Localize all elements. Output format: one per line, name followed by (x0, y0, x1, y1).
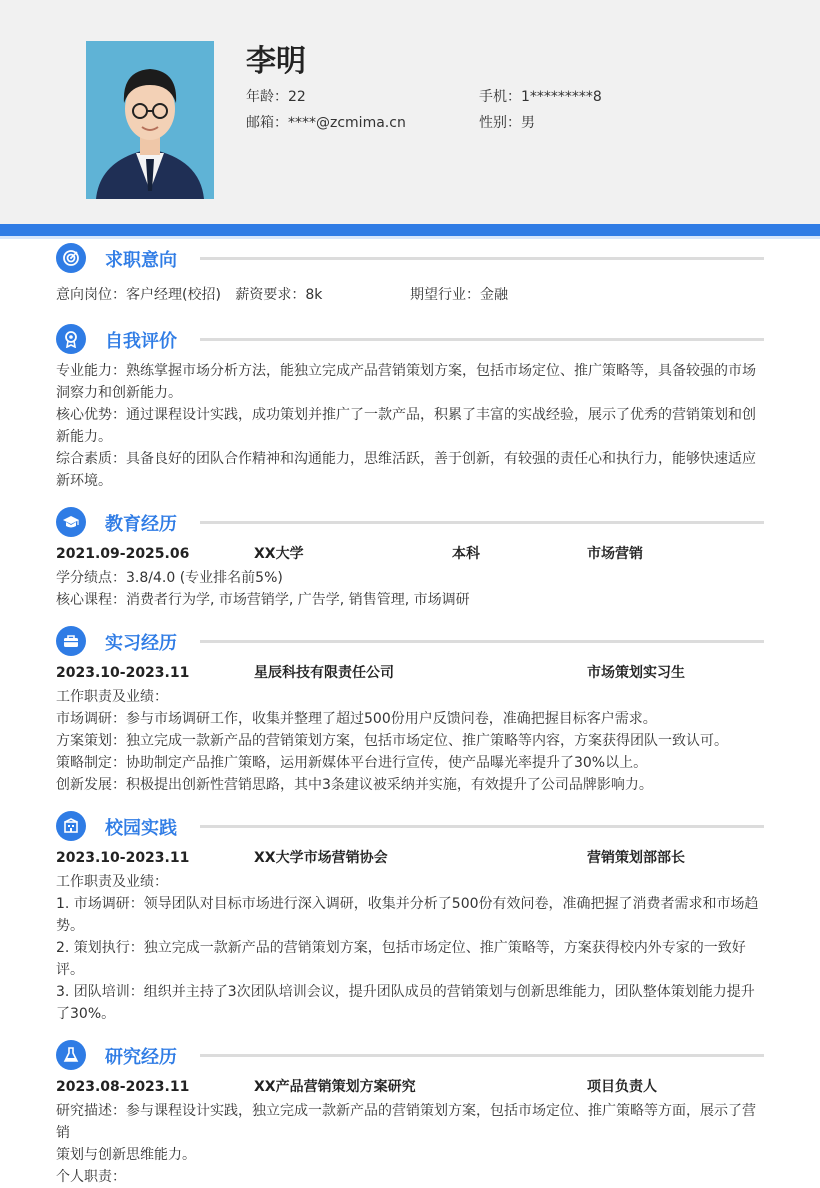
email-field (246, 112, 406, 132)
text-line: 策划与创新思维能力。 (56, 1147, 196, 1163)
campus-details (56, 871, 766, 1025)
text-line: 综合素质：具备良好的团队合作精神和沟通能力，思维活跃，善于创新，有较强的责任心和执行力，能够快速适应 (56, 451, 756, 467)
research-date: 2023.08-2023.11 (56, 1079, 190, 1095)
text-line: 2. 策划执行：独立完成一款新产品的营销策划方案，包括市场定位、推广策略等，方案获得校内外专家的一致好 (56, 940, 746, 956)
section-campus-header (56, 811, 764, 841)
briefcase-icon (56, 626, 86, 656)
research-role: 项目负责人 (587, 1079, 657, 1095)
phone-label: 手机： (479, 89, 521, 105)
section-research-header (56, 1040, 764, 1070)
education-date: 2021.09-2025.06 (56, 546, 190, 562)
text-line: 策略制定：协助制定产品推广策略，运用新媒体平台进行宣传，使产品曝光率提升了30%以上。 (56, 755, 648, 771)
resume-header (0, 0, 820, 224)
research-project: XX产品营销策划方案研究 (254, 1079, 416, 1095)
internship-entry-header (56, 662, 766, 684)
phone-value: 1*********8 (521, 89, 602, 105)
target-icon (56, 243, 86, 273)
section-title: 研究经历 (105, 1047, 177, 1068)
text-line: 市场调研：参与市场调研工作，收集并整理了超过500份用户反馈问卷，准确把握目标客户需求。 (56, 711, 657, 727)
self-eval-text (56, 360, 766, 492)
text-line: 势。 (56, 918, 84, 934)
text-line: 工作职责及业绩： (56, 874, 168, 890)
text-line: 学分绩点：3.8/4.0 (专业排名前5%) (56, 570, 283, 586)
gender-field (479, 112, 535, 132)
section-divider (200, 1054, 764, 1057)
section-title: 自我评价 (105, 331, 177, 352)
section-divider (200, 338, 764, 341)
candidate-name: 李明 (246, 44, 306, 79)
graduation-cap-icon (56, 507, 86, 537)
campus-org: XX大学市场营销协会 (254, 850, 388, 866)
section-title: 教育经历 (105, 514, 177, 535)
internship-company: 星辰科技有限责任公司 (254, 665, 394, 681)
education-school: XX大学 (254, 546, 304, 562)
medal-icon (56, 324, 86, 354)
intent-position: 意向岗位：客户经理(校招) (56, 287, 221, 303)
age-value: 22 (288, 89, 306, 105)
research-entry-header (56, 1076, 766, 1098)
section-divider (200, 257, 764, 260)
section-title: 校园实践 (105, 818, 177, 839)
section-divider (200, 825, 764, 828)
profile-photo (86, 41, 214, 199)
education-degree: 本科 (452, 546, 480, 562)
building-icon (56, 811, 86, 841)
education-entry-header (56, 543, 766, 565)
header-accent-underline (0, 236, 820, 239)
section-divider (200, 640, 764, 643)
campus-date: 2023.10-2023.11 (56, 850, 190, 866)
section-intent-header (56, 243, 764, 273)
text-line: 创新发展：积极提出创新性营销思路，其中3条建议被采纳并实施，有效提升了公司品牌影响力。 (56, 777, 653, 793)
flask-icon (56, 1040, 86, 1070)
gender-label: 性别： (479, 115, 521, 131)
gender-value: 男 (521, 115, 535, 131)
internship-role: 市场策划实习生 (587, 665, 685, 681)
text-line: 新能力。 (56, 429, 112, 445)
phone-field (479, 86, 602, 106)
text-line: 核心课程：消费者行为学, 市场营销学, 广告学, 销售管理, 市场调研 (56, 592, 470, 608)
text-line: 了30%。 (56, 1006, 116, 1022)
internship-details (56, 686, 766, 796)
section-self-eval-header (56, 324, 764, 354)
education-major: 市场营销 (587, 546, 643, 562)
header-accent-bar (0, 224, 820, 236)
text-line: 1. 市场调研：领导团队对目标市场进行深入调研，收集并分析了500份有效问卷，准确把握了消费者需求和市场趋 (56, 896, 759, 912)
age-label: 年龄： (246, 89, 288, 105)
intent-salary: 薪资要求：8k (235, 287, 323, 303)
text-line: 核心优势：通过课程设计实践，成功策划并推广了一款产品，积累了丰富的实战经验，展示了优秀的营销策划和创 (56, 407, 756, 423)
text-line: 洞察力和创新能力。 (56, 385, 182, 401)
campus-role: 营销策划部部长 (587, 850, 685, 866)
section-divider (200, 521, 764, 524)
research-details (56, 1100, 766, 1188)
text-line: 专业能力：熟练掌握市场分析方法，能独立完成产品营销策划方案，包括市场定位、推广策略等，具备较强的市场 (56, 363, 756, 379)
email-label: 邮箱： (246, 115, 288, 131)
section-title: 实习经历 (105, 633, 177, 654)
text-line: 研究描述：参与课程设计实践，独立完成一款新产品的营销策划方案，包括市场定位、推广策略等方面，展示了营销 (56, 1103, 756, 1141)
internship-date: 2023.10-2023.11 (56, 665, 190, 681)
education-details (56, 567, 766, 611)
text-line: 3. 团队培训：组织并主持了3次团队培训会议，提升团队成员的营销策划与创新思维能力，团队整体策划能力提升 (56, 984, 755, 1000)
campus-entry-header (56, 847, 766, 869)
age-field (246, 86, 306, 106)
text-line: 个人职责： (56, 1169, 126, 1185)
text-line: 新环境。 (56, 473, 112, 489)
text-line: 工作职责及业绩： (56, 689, 168, 705)
email-value: ****@zcmima.cn (288, 115, 406, 131)
section-internship-header (56, 626, 764, 656)
text-line: 方案策划：独立完成一款新产品的营销策划方案，包括市场定位、推广策略等内容，方案获得团队一致认可。 (56, 733, 728, 749)
section-education-header (56, 507, 764, 537)
section-title: 求职意向 (105, 250, 177, 271)
intent-row (56, 284, 766, 306)
intent-industry: 期望行业：金融 (410, 287, 508, 303)
text-line: 评。 (56, 962, 84, 978)
